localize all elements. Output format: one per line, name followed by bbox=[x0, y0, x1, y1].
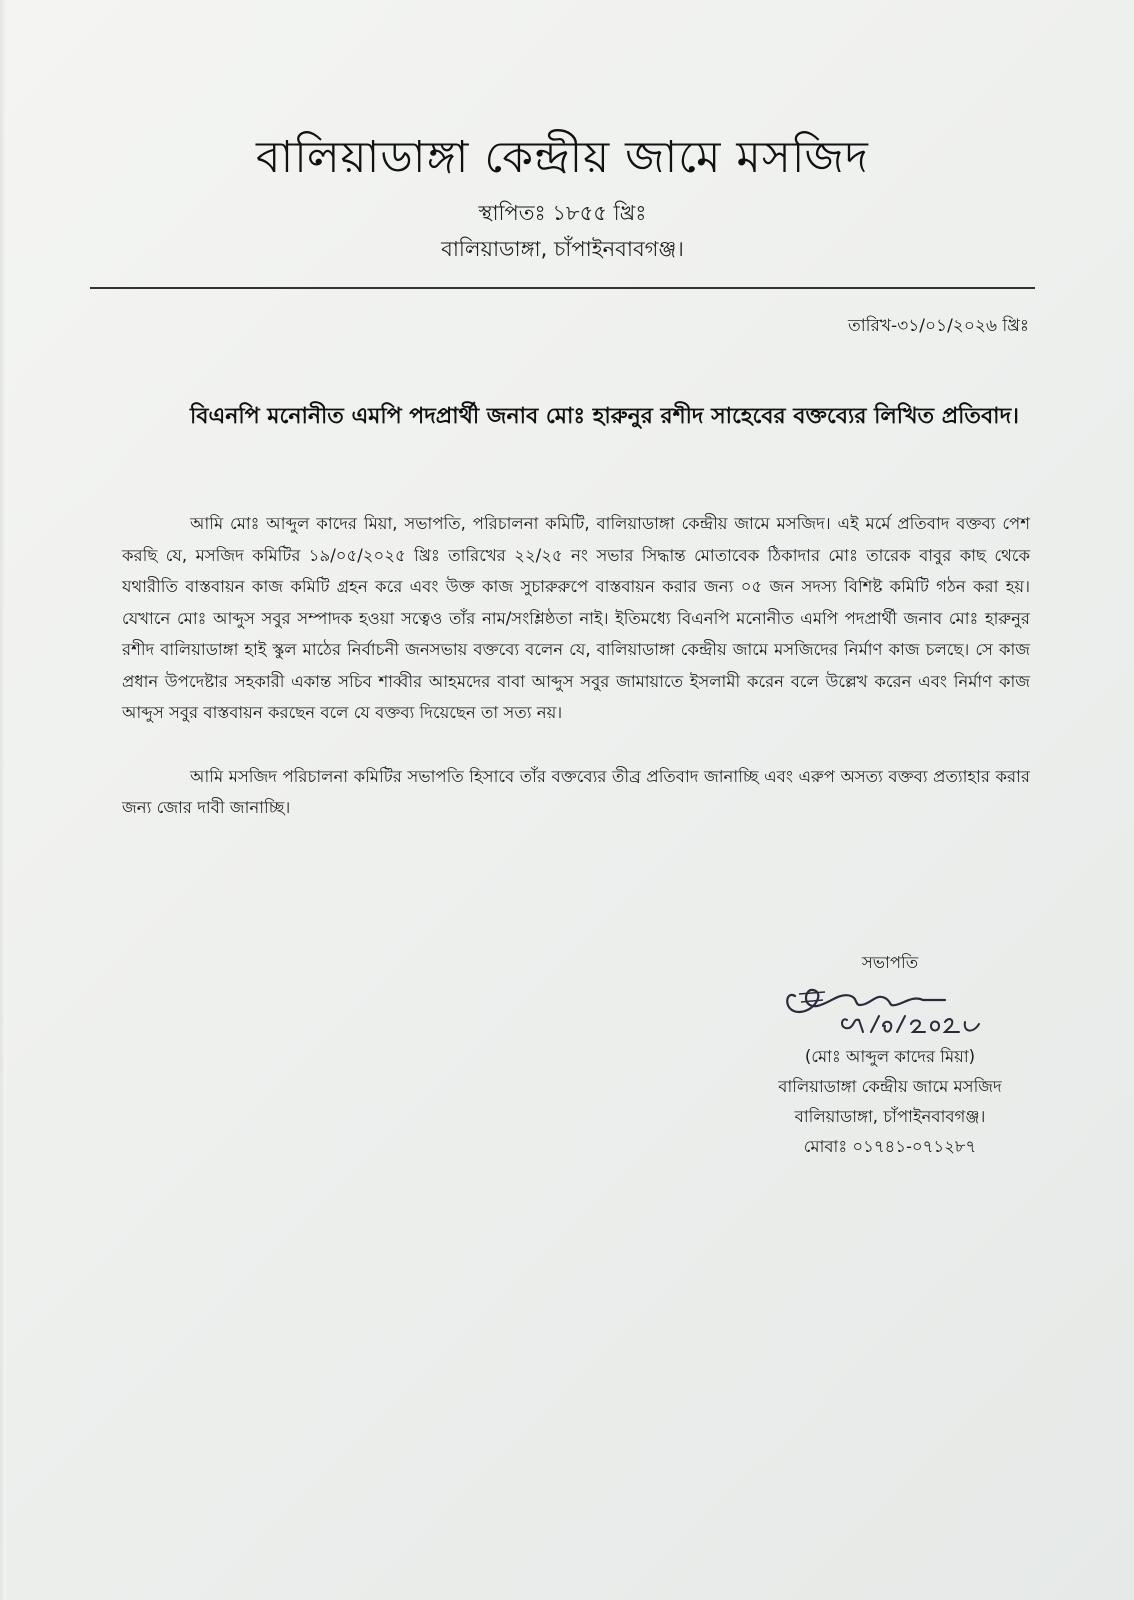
letterhead-title: বালিয়াডাঙ্গা কেন্দ্রীয় জামে মসজিদ bbox=[256, 132, 869, 183]
signature-scribble-icon bbox=[755, 982, 1015, 1040]
letter-subject: বিএনপি মনোনীত এমপি পদপ্রার্থী জনাব মোঃ হারুনুর রশীদ সাহেবের বক্তব্যের লিখিত প্রতিবাদ। bbox=[190, 404, 1019, 429]
signature-block bbox=[735, 948, 1045, 1162]
letter-body bbox=[122, 508, 1030, 824]
header-divider bbox=[90, 287, 1035, 289]
signatory-phone: মোবাঃ ০১৭৪১-০৭১২৮৭ bbox=[803, 1137, 977, 1156]
letterhead bbox=[90, 128, 1035, 266]
letter-date: তারিখ-৩১/০১/২০২৬ খ্রিঃ bbox=[847, 316, 1029, 336]
paper-edge bbox=[0, 0, 6, 1600]
body-paragraph-1: আমি মোঃ আব্দুল কাদের মিয়া, সভাপতি, পরিচালনা কমিটি, বালিয়াডাঙ্গা কেন্দ্রীয় জামে মসজিদ। এই মর্মে প্রতিবাদ বক্তব্য পেশ করছি যে, মসজিদ কমিটির ১৯/০৫/২০২৫ খ্রিঃ তারিখের ২২/২৫ নং সভার সিদ্ধান্ত মোতাবেক ঠিকাদার মোঃ তারেক বাবুর কাছ থেকে যথারীতি বাস্তবায়ন কাজ কমিটি গ্রহন করে এবং উক্ত কাজ সুচারুরুপে বাস্তবায়ন করার জন্য ০৫ জন সদস্য বিশিষ্ট কমিটি গঠন করা হয়। যেখানে মোঃ আব্দুস সবুর সম্পাদক হওয়া সত্বেও তাঁর নাম/সংশ্লিষ্ঠতা নাই। ইতিমধ্যে বিএনপি মনোনীত এমপি পদপ্রার্থী জনাব মোঃ হারুনুর রশীদ বালিয়াডাঙ্গা হাই স্কুল মাঠের নির্বাচনী জনসভায় বক্তব্যে বলেন যে, বালিয়াডাঙ্গা কেন্দ্রীয় জামে মসজিদের নির্মাণ কাজ চলছে। সে কাজ প্রধান উপদেষ্টার সহকারী একান্ত সচিব শাব্বীর আহমদের বাবা আব্দুস সবুর জামায়াতে ইসলামী করেন বলে উল্লেখ করেন এবং নির্মাণ কাজ আব্দুস সবুর বাস্তবায়ন করছেন বলে যে বক্তব্য দিয়েছেন তা সত্য নয়। bbox=[122, 514, 1031, 722]
body-paragraph-2: আমি মসজিদ পরিচালনা কমিটির সভাপতি হিসাবে তাঁর বক্তব্যের তীব্র প্রতিবাদ জানাচ্ছি এবং এরুপ অসত্য বক্তব্য প্রত্যাহার করার জন্য জোর দাবী জানাচ্ছি। bbox=[122, 766, 1030, 817]
signatory-designation: সভাপতি bbox=[861, 953, 919, 972]
signatory-organization: বালিয়াডাঙ্গা কেন্দ্রীয় জামে মসজিদ bbox=[778, 1077, 1002, 1096]
letterhead-location: বালিয়াডাঙ্গা, চাঁপাইনবাবগঞ্জ। bbox=[441, 237, 684, 261]
signatory-location: বালিয়াডাঙ্গা, চাঁপাইনবাবগঞ্জ। bbox=[794, 1107, 986, 1126]
signatory-name: (মোঃ আব্দুল কাদের মিয়া) bbox=[804, 1047, 976, 1066]
handwritten-signature bbox=[735, 982, 1045, 1040]
established-year: স্থাপিতঃ ১৮৫৫ খ্রিঃ bbox=[478, 201, 647, 225]
